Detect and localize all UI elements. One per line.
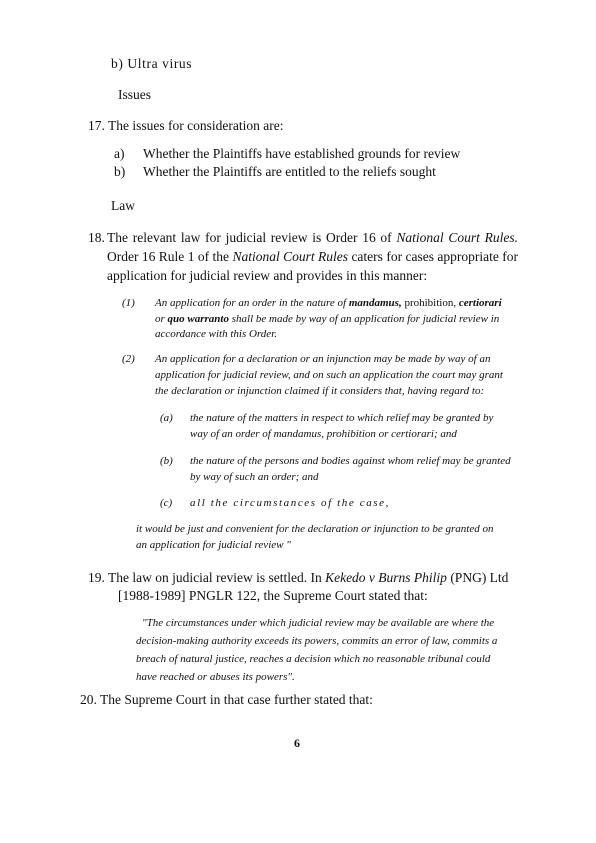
rule-1-label: (1) [122,297,135,309]
subitem-b-line: the nature of the persons and bodies against whom relief may be granted [190,455,511,467]
paragraph-19-line-2: [1988-1989] PNGLR 122, the Supreme Court stated that: [118,588,428,603]
subitem-a-line: the nature of the matters in respect to which relief may be granted by [190,412,494,424]
paragraph-17 [88,116,283,135]
closing-line: an application for judicial review " [136,539,291,551]
subitem-label-c: (c) [160,497,173,509]
paragraph-18: The relevant law for judicial review is Order 16 of National Court Rules. Order 16 Rule 1 of the National Court Rules caters for cases appropriate for application for judicial review and provides in this manner: [107,230,518,283]
quote-line: have reached or abuses its powers". [136,671,295,683]
issue-text-a: Whether the Plaintiffs have established grounds for review [143,146,461,161]
issue-text-b: Whether the Plaintiffs are entitled to the reliefs sought [143,164,436,179]
quote-line: decision-making authority exceeds its powers, commits an error of law, commits a [136,635,498,647]
paragraph-text: The issues for consideration are: [108,118,284,133]
paragraph-19-line-1: 19. The law on judicial review is settled. In Kekedo v Burns Philip (PNG) Ltd [88,570,509,585]
subitem-label-a: (a) [160,412,173,424]
paragraph-number: 17. [88,118,105,133]
law-heading: Law [111,198,135,213]
page-number: 6 [294,736,300,750]
quote-line: breach of natural justice, reaches a decision which no reasonable tribunal could [136,653,491,665]
issue-label-b: b) [114,164,126,179]
subitem-c-line: all the circumstances of the case, [190,497,391,509]
subitem-a-line: way of an order of mandamus, prohibition or certiorari; and [190,428,457,440]
rule-2-line: application for judicial review, and on such an application the court may grant [155,369,503,381]
subitem-b-line: by way of such an order; and [190,471,319,483]
quote-line: "The circumstances under which judicial review may be available are where the [142,617,495,629]
paragraph-number-18: 18. [88,230,105,245]
rule-1-line-2: or quo warranto shall be made by way of an application for judicial review in [155,313,500,325]
paragraph-20: 20. The Supreme Court in that case further stated that: [80,692,373,707]
rule-1-line-1: An application for an order in the nature of mandamus, prohibition, certiorari [155,297,502,309]
rule-2-line: An application for a declaration or an injunction may be made by way of an [155,353,491,365]
rule-2-label: (2) [122,353,135,365]
rule-1-line-3: accordance with this Order. [155,328,278,340]
issue-label-a: a) [114,146,125,161]
closing-line: it would be just and convenient for the declaration or injunction to be granted on [136,523,494,535]
ultra-virus-item: b) Ultra virus [111,56,193,71]
quote-block [136,614,516,686]
rule-2-line: the declaration or injunction claimed if it considers that, having regard to: [155,385,485,397]
subitem-label-b: (b) [160,455,173,467]
issues-heading: Issues [118,87,151,102]
case-name: Kekedo v Burns Philip [325,570,447,585]
